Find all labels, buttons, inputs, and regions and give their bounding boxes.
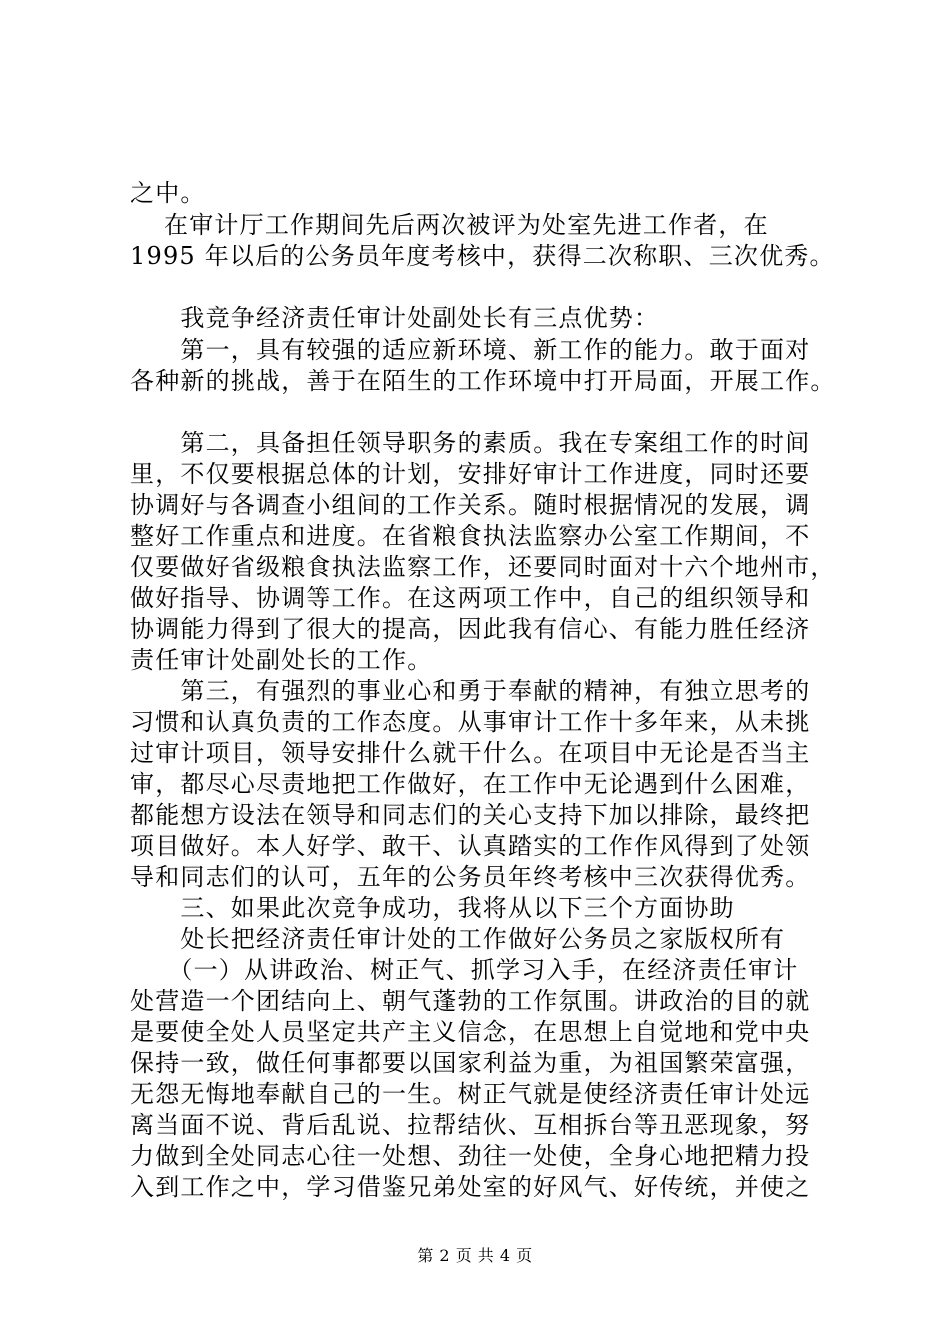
body-text-line: 第一，具有较强的适应新环境、新工作的能力。敢于面对: [130, 336, 811, 364]
body-text-line: 第三，有强烈的事业心和勇于奉献的精神，有独立思考的: [130, 677, 811, 705]
page-number-footer: 第 2 页 共 4 页: [417, 1246, 533, 1265]
body-text-line: 都能想方设法在领导和同志们的关心支持下加以排除，最终把: [130, 801, 811, 829]
body-text-line: 离当面不说、背后乱说、拉帮结伙、互相拆台等丑恶现象，努: [130, 1111, 811, 1139]
body-text-line: 三、如果此次竞争成功，我将从以下三个方面协助: [130, 894, 735, 922]
body-text-line: 力做到全处同志心往一处想、劲往一处使，全身心地把精力投: [130, 1142, 811, 1170]
body-text-line: 项目做好。本人好学、敢干、认真踏实的工作作风得到了处领: [130, 832, 811, 860]
body-text-line: 做好指导、协调等工作。在这两项工作中，自己的组织领导和: [130, 584, 811, 612]
body-text-line: 协调能力得到了很大的提高，因此我有信心、有能力胜任经济: [130, 615, 811, 643]
body-text-line: 里，不仅要根据总体的计划，安排好审计工作进度，同时还要: [130, 460, 811, 488]
body-text-line: 在审计厅工作期间先后两次被评为处室先进工作者，在: [130, 211, 769, 239]
body-text-line: 责任审计处副处长的工作。: [130, 646, 433, 674]
body-text-line: 过审计项目，领导安排什么就干什么。在项目中无论是否当主: [130, 739, 811, 767]
body-text-line: （一）从讲政治、树正气、抓学习入手，在经济责任审计: [130, 956, 799, 984]
body-text-line: 是要使全处人员坚定共产主义信念，在思想上自觉地和党中央: [130, 1018, 811, 1046]
body-text-line: 我竞争经济责任审计处副处长有三点优势：: [130, 304, 660, 332]
body-text-line: 审，都尽心尽责地把工作做好，在工作中无论遇到什么困难，: [130, 770, 811, 798]
body-text-line: 之中。: [130, 179, 206, 207]
body-text-line: 整好工作重点和进度。在省粮食执法监察办公室工作期间，不: [130, 522, 811, 550]
body-text-line: 处营造一个团结向上、朝气蓬勃的工作氛围。讲政治的目的就: [130, 987, 811, 1015]
body-text-line: 仅要做好省级粮食执法监察工作，还要同时面对十六个地州市，: [130, 553, 836, 581]
body-text-line: 无怨无悔地奉献自己的一生。树正气就是使经济责任审计处远: [130, 1080, 811, 1108]
body-text-line: 处长把经济责任审计处的工作做好公务员之家版权所有: [130, 925, 786, 953]
body-text-line: 第二，具备担任领导职务的素质。我在专案组工作的时间: [130, 429, 811, 457]
body-text-line: 习惯和认真负责的工作态度。从事审计工作十多年来，从未挑: [130, 708, 811, 736]
body-text-line: 各种新的挑战，善于在陌生的工作环境中打开局面，开展工作。: [130, 367, 836, 395]
body-text-line: 保持一致，做任何事都要以国家利益为重，为祖国繁荣富强，: [130, 1049, 811, 1077]
body-text-line: 协调好与各调查小组间的工作关系。随时根据情况的发展，调: [130, 491, 811, 519]
body-text-line: 1995 年以后的公务员年度考核中，获得二次称职、三次优秀。: [130, 242, 835, 270]
body-text-line: 入到工作之中，学习借鉴兄弟处室的好风气、好传统，并使之: [130, 1173, 811, 1201]
body-text-line: 导和同志们的认可，五年的公务员年终考核中三次获得优秀。: [130, 863, 811, 891]
